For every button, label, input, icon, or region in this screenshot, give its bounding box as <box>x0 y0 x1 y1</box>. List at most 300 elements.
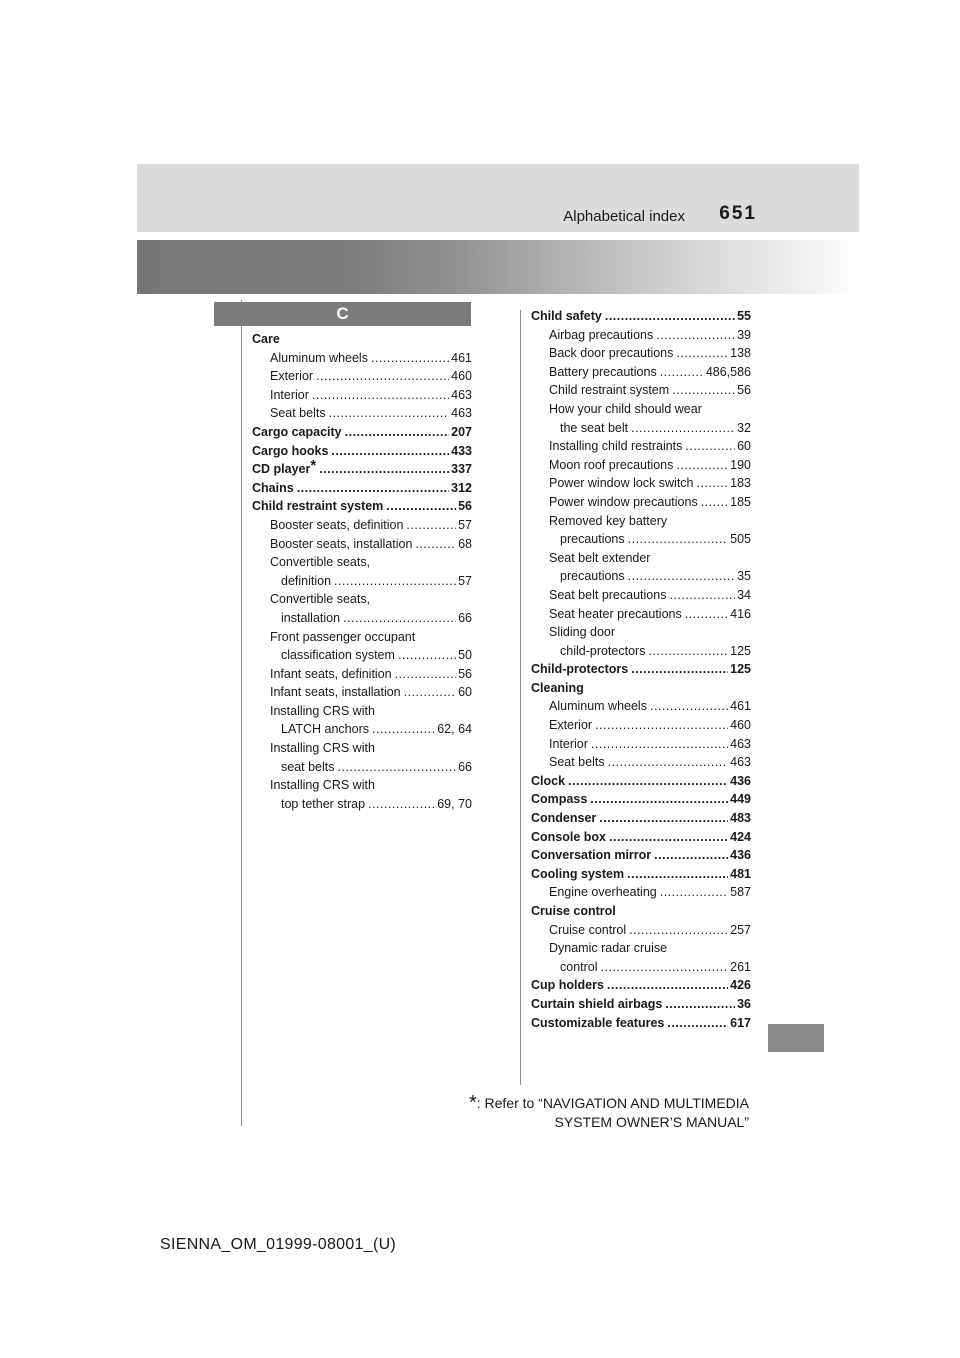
index-entry-label <box>549 381 669 400</box>
index-entry-text: Condenser <box>531 811 597 826</box>
index-entry-text: Moon roof precautions <box>549 457 674 472</box>
index-entry <box>531 976 751 995</box>
index-entry-label <box>549 474 694 493</box>
index-entry-label <box>270 590 370 609</box>
index-entry-text: precautions <box>560 569 625 584</box>
index-entry-page: 505 <box>730 532 751 547</box>
dot-leader <box>331 442 449 461</box>
index-entry-label <box>252 497 383 516</box>
index-entry-page: 617 <box>730 1015 751 1030</box>
index-entry-page: 460 <box>451 369 472 384</box>
index-entry-label <box>270 553 370 572</box>
index-entry-label <box>549 623 615 642</box>
index-entry-page: 461 <box>451 350 472 365</box>
index-entry-page: 433 <box>451 443 472 458</box>
index-entry-text: Removed key battery <box>549 513 668 528</box>
index-entry-page: 66 <box>458 610 472 625</box>
index-entry-page: 60 <box>737 439 751 454</box>
index-entry-label <box>252 330 280 349</box>
index-entry-text: Compass <box>531 792 588 807</box>
index-entry-label <box>270 535 412 554</box>
index-entry <box>531 902 751 921</box>
dot-leader <box>669 586 735 605</box>
index-entry-text: Back door precautions <box>549 346 674 361</box>
index-entry-label <box>549 605 682 624</box>
index-entry-text: Customizable features <box>531 1015 665 1030</box>
index-entry-text: Booster seats, definition <box>270 517 404 532</box>
index-entry <box>531 474 751 493</box>
index-entry <box>531 623 751 642</box>
index-entry-label <box>270 628 415 647</box>
index-entry-text: Cup holders <box>531 978 604 993</box>
dot-leader <box>656 326 735 345</box>
index-entry-text: Clock <box>531 773 566 788</box>
dot-leader <box>685 437 735 456</box>
dot-leader <box>372 720 435 739</box>
dot-leader <box>667 1014 728 1033</box>
index-entry-label <box>281 795 365 814</box>
index-entry-label <box>549 735 588 754</box>
dot-leader <box>650 697 728 716</box>
index-entry-label <box>270 702 375 721</box>
index-column-left <box>252 330 472 813</box>
dot-leader <box>595 716 728 735</box>
index-entry-label <box>281 572 331 591</box>
index-entry-label <box>531 865 624 884</box>
index-entry <box>531 419 751 438</box>
index-entry-page: 587 <box>730 885 751 900</box>
index-entry <box>531 921 751 940</box>
index-entry <box>531 642 751 661</box>
index-entry-page: 183 <box>730 476 751 491</box>
index-entry-page: 463 <box>451 387 472 402</box>
index-entry-text: Airbag precautions <box>549 327 654 342</box>
index-entry-text: Exterior <box>549 718 593 733</box>
index-entry <box>531 512 751 531</box>
index-entry <box>252 572 472 591</box>
index-entry-text: Child restraint system <box>549 383 670 398</box>
index-entry-label <box>281 646 395 665</box>
index-entry-text: Dynamic radar cruise <box>549 941 668 956</box>
index-entry-page: 257 <box>730 922 751 937</box>
dot-leader <box>398 646 456 665</box>
dot-leader <box>368 795 435 814</box>
dot-leader <box>415 535 456 554</box>
index-entry-label <box>270 367 313 386</box>
index-entry-text: Cruise control <box>549 922 627 937</box>
index-entry-label <box>252 423 342 442</box>
index-entry-page: 463 <box>451 406 472 421</box>
index-entry <box>531 1014 751 1033</box>
index-entry-text: Cleaning <box>531 680 584 695</box>
index-entry-page: 481 <box>730 866 751 881</box>
index-entry-label <box>549 921 626 940</box>
index-entry-label <box>531 995 662 1014</box>
index-entry-label <box>549 939 667 958</box>
thumb-index-tab <box>768 1024 824 1052</box>
dot-leader <box>631 660 728 679</box>
index-entry-text: seat belts <box>281 759 335 774</box>
dot-leader <box>319 460 449 479</box>
index-entry-text: top tether strap <box>281 796 366 811</box>
index-entry-text: Sliding door <box>549 625 616 640</box>
index-entry-text: definition <box>281 573 332 588</box>
index-entry-label <box>549 400 702 419</box>
index-entry-label <box>531 828 606 847</box>
index-entry <box>531 381 751 400</box>
index-entry-page: 185 <box>730 494 751 509</box>
index-entry-page: 57 <box>458 517 472 532</box>
index-entry-text: Exterior <box>270 369 314 384</box>
index-entry <box>531 735 751 754</box>
index-entry <box>252 367 472 386</box>
index-entry <box>531 326 751 345</box>
index-entry-label <box>270 665 392 684</box>
index-entry-page: 62, 64 <box>437 722 472 737</box>
index-entry-page: 125 <box>730 643 751 658</box>
index-entry <box>531 493 751 512</box>
index-column-right <box>531 307 751 1032</box>
index-entry <box>531 809 751 828</box>
index-entry <box>531 344 751 363</box>
dot-leader <box>697 474 729 493</box>
index-entry <box>531 363 751 382</box>
index-entry-text: Chains <box>252 480 294 495</box>
index-entry-page: 56 <box>737 383 751 398</box>
index-entry-label <box>270 683 401 702</box>
index-entry-label <box>560 530 625 549</box>
index-entry <box>531 697 751 716</box>
index-entry-page: 426 <box>730 978 751 993</box>
dot-leader <box>406 516 456 535</box>
index-entry-page: 312 <box>451 480 472 495</box>
index-entry-label <box>549 437 682 456</box>
dot-leader <box>660 883 728 902</box>
index-entry-page: 261 <box>730 959 751 974</box>
index-entry-label <box>531 660 628 679</box>
index-entry-label <box>560 958 598 977</box>
index-entry-text: Installing CRS with <box>270 741 375 756</box>
index-entry <box>252 758 472 777</box>
index-entry-label <box>531 307 602 326</box>
index-entry <box>252 404 472 423</box>
index-entry <box>531 400 751 419</box>
index-entry-label <box>531 846 651 865</box>
index-entry-page: 463 <box>730 755 751 770</box>
index-entry-text: Seat heater precautions <box>549 606 682 621</box>
index-entry-page: 207 <box>451 424 472 439</box>
index-entry-text: Child restraint system <box>252 499 384 514</box>
index-entry-page: 57 <box>458 573 472 588</box>
dot-leader <box>334 572 456 591</box>
index-entry-page: 486,586 <box>705 364 751 379</box>
index-entry <box>531 790 751 809</box>
index-entry-label <box>270 516 403 535</box>
index-entry-label <box>549 493 698 512</box>
dot-leader <box>628 530 729 549</box>
index-entry-label <box>531 790 587 809</box>
index-entry <box>252 609 472 628</box>
index-entry-text: control <box>560 959 598 974</box>
index-entry-label <box>270 349 368 368</box>
index-entry-label <box>531 1014 664 1033</box>
index-entry-page: 190 <box>730 457 751 472</box>
index-entry-text: Infant seats, definition <box>270 666 392 681</box>
index-entry <box>531 883 751 902</box>
decorative-gradient-band <box>137 240 859 294</box>
dot-leader <box>395 665 456 684</box>
dot-leader <box>404 683 456 702</box>
index-entry <box>252 795 472 814</box>
dot-leader <box>609 828 728 847</box>
index-entry-label <box>252 479 294 498</box>
index-entry-label <box>531 902 616 921</box>
dot-leader <box>654 846 728 865</box>
index-entry <box>252 516 472 535</box>
index-entry-label <box>549 883 657 902</box>
dot-leader <box>629 921 728 940</box>
dot-leader <box>590 790 728 809</box>
middle-column-rule <box>520 310 521 1085</box>
footnote-reference-marker: * <box>310 457 317 475</box>
index-entry-text: Curtain shield airbags <box>531 996 663 1011</box>
dot-leader <box>371 349 449 368</box>
index-entry-page: 36 <box>737 996 751 1011</box>
index-entry-label <box>549 549 650 568</box>
footnote-marker: * <box>468 1092 477 1114</box>
dot-leader <box>676 344 728 363</box>
index-entry-label <box>549 586 666 605</box>
footnote-line-1 <box>389 1094 749 1113</box>
index-entry <box>531 753 751 772</box>
index-entry-text: Seat belts <box>270 406 326 421</box>
index-entry-page: 55 <box>737 309 751 323</box>
header-band <box>137 164 859 232</box>
index-entry-text: Seat belts <box>549 755 605 770</box>
index-entry-label <box>270 404 326 423</box>
index-entry-page: 449 <box>730 792 751 807</box>
dot-leader <box>648 642 728 661</box>
index-entry <box>252 423 472 442</box>
index-entry <box>252 739 472 758</box>
index-entry-page: 32 <box>737 420 751 435</box>
dot-leader <box>665 995 735 1014</box>
index-entry <box>531 549 751 568</box>
index-entry <box>252 683 472 702</box>
index-entry <box>252 349 472 368</box>
index-entry-label <box>270 739 375 758</box>
index-entry-text: Aluminum wheels <box>270 350 368 365</box>
index-entry <box>252 628 472 647</box>
index-entry-text: Front passenger occupant <box>270 629 416 644</box>
dot-leader <box>338 758 457 777</box>
index-entry-page: 56 <box>458 499 472 514</box>
dot-leader <box>608 753 729 772</box>
index-entry-text: Battery precautions <box>549 364 657 379</box>
section-letter-bar: C <box>214 302 471 326</box>
index-entry-label <box>549 456 673 475</box>
index-entry <box>531 605 751 624</box>
dot-leader <box>672 381 735 400</box>
index-entry-page: 436 <box>730 848 751 863</box>
dot-leader <box>316 367 449 386</box>
index-entry-text: Engine overheating <box>549 885 657 900</box>
index-entry-label <box>549 753 605 772</box>
index-entry-text: installation <box>281 610 341 625</box>
index-entry-page: 460 <box>730 718 751 733</box>
dot-leader <box>607 976 728 995</box>
index-entry <box>531 939 751 958</box>
index-entry-label <box>549 326 653 345</box>
index-entry <box>531 567 751 586</box>
dot-leader <box>660 363 704 382</box>
dot-leader <box>297 479 449 498</box>
document-id: SIENNA_OM_01999-08001_(U) <box>160 1236 397 1253</box>
index-entry-text: Interior <box>270 387 309 402</box>
dot-leader <box>599 809 728 828</box>
dot-leader <box>605 307 735 326</box>
dot-leader <box>591 735 728 754</box>
index-entry-label <box>252 457 317 479</box>
index-entry-text: Seat belt extender <box>549 550 651 565</box>
index-entry <box>252 479 472 498</box>
index-entry-page: 68 <box>458 536 472 551</box>
index-entry-text: Booster seats, installation <box>270 536 413 551</box>
index-entry-label <box>549 716 592 735</box>
index-entry-text: Installing CRS with <box>270 778 375 793</box>
index-entry-text: Interior <box>549 736 588 751</box>
index-entry <box>531 437 751 456</box>
index-entry <box>252 386 472 405</box>
section-title: Alphabetical index <box>563 208 685 225</box>
dot-leader <box>312 386 449 405</box>
index-entry-text: LATCH anchors <box>281 722 369 737</box>
index-entry-page: 483 <box>730 811 751 826</box>
index-entry-page: 50 <box>458 648 472 663</box>
index-entry-text: Cooling system <box>531 866 625 881</box>
index-entry-label <box>560 642 645 661</box>
index-entry-text: the seat belt <box>560 420 629 435</box>
index-entry <box>531 828 751 847</box>
index-entry-page: 436 <box>730 773 751 788</box>
index-entry-text: Installing child restraints <box>549 439 683 454</box>
index-entry-text: Care <box>252 332 280 346</box>
index-entry-text: Child safety <box>531 309 602 323</box>
index-entry-text: Seat belt precautions <box>549 587 667 602</box>
index-entry-text: child-protectors <box>560 643 646 658</box>
index-entry <box>531 995 751 1014</box>
dot-leader <box>345 423 450 442</box>
index-entry-page: 138 <box>730 346 751 361</box>
dot-leader <box>627 865 728 884</box>
index-entry-text: precautions <box>560 532 625 547</box>
footnote <box>389 1094 749 1132</box>
index-entry-page: 66 <box>458 759 472 774</box>
dot-leader <box>685 605 728 624</box>
index-entry-page: 56 <box>458 666 472 681</box>
index-entry-label <box>531 679 584 698</box>
index-entry <box>252 776 472 795</box>
index-entry-label <box>270 776 375 795</box>
index-entry <box>531 846 751 865</box>
index-entry <box>252 665 472 684</box>
index-entry-page: 416 <box>730 606 751 621</box>
index-entry-text: Power window precautions <box>549 494 698 509</box>
index-entry-page: 39 <box>737 327 751 342</box>
index-entry-page: 337 <box>451 462 472 477</box>
dot-leader <box>601 958 729 977</box>
index-entry <box>531 865 751 884</box>
index-entry <box>531 586 751 605</box>
index-entry <box>252 457 472 479</box>
index-entry <box>252 442 472 461</box>
index-entry-text: Child-protectors <box>531 662 629 677</box>
index-entry-text: Convertible seats, <box>270 592 371 607</box>
dot-leader <box>568 772 728 791</box>
index-entry-text: Console box <box>531 829 607 844</box>
index-entry-text: Infant seats, installation <box>270 685 401 700</box>
index-entry-page: 35 <box>737 569 751 584</box>
dot-leader <box>676 456 728 475</box>
index-entry-label <box>549 344 673 363</box>
index-entry-text: Aluminum wheels <box>549 699 647 714</box>
index-entry <box>252 720 472 739</box>
index-entry <box>531 660 751 679</box>
index-entry-page: 125 <box>730 662 751 677</box>
index-entry <box>531 307 751 326</box>
index-entry-text: Conversation mirror <box>531 848 652 863</box>
index-entry <box>531 772 751 791</box>
index-entry-text: Cruise control <box>531 904 616 918</box>
footnote-line-2: SYSTEM OWNER’S MANUAL” <box>554 1114 749 1130</box>
index-entry <box>252 590 472 609</box>
index-entry-text: classification system <box>281 648 395 663</box>
index-entry <box>252 535 472 554</box>
index-entry-page: 34 <box>737 587 751 602</box>
left-column-rule <box>241 300 242 1126</box>
dot-leader <box>631 419 735 438</box>
index-entry-label <box>281 609 340 628</box>
index-entry-text: Convertible seats, <box>270 555 371 570</box>
index-entry-label <box>549 363 657 382</box>
index-entry <box>252 702 472 721</box>
index-entry-text: Cargo capacity <box>252 424 342 439</box>
dot-leader <box>628 567 735 586</box>
index-entry-text: Power window lock switch <box>549 476 694 491</box>
index-entry-text: Installing CRS with <box>270 703 375 718</box>
index-entry-page: 463 <box>730 736 751 751</box>
index-entry <box>531 530 751 549</box>
index-entry <box>252 330 472 349</box>
dot-leader <box>386 497 456 516</box>
index-entry-label <box>531 976 604 995</box>
index-entry-label <box>281 758 335 777</box>
index-entry-label <box>252 442 328 461</box>
index-entry-text: How your child should wear <box>549 401 702 416</box>
index-entry-label <box>549 697 647 716</box>
dot-leader <box>343 609 456 628</box>
index-entry <box>531 958 751 977</box>
index-entry-page: 60 <box>458 685 472 700</box>
index-entry <box>252 497 472 516</box>
dot-leader <box>329 404 450 423</box>
index-entry-page: 424 <box>730 829 751 844</box>
index-entry-label <box>281 720 369 739</box>
index-entry <box>252 646 472 665</box>
index-entry <box>531 456 751 475</box>
index-entry-label <box>549 512 667 531</box>
dot-leader <box>701 493 728 512</box>
